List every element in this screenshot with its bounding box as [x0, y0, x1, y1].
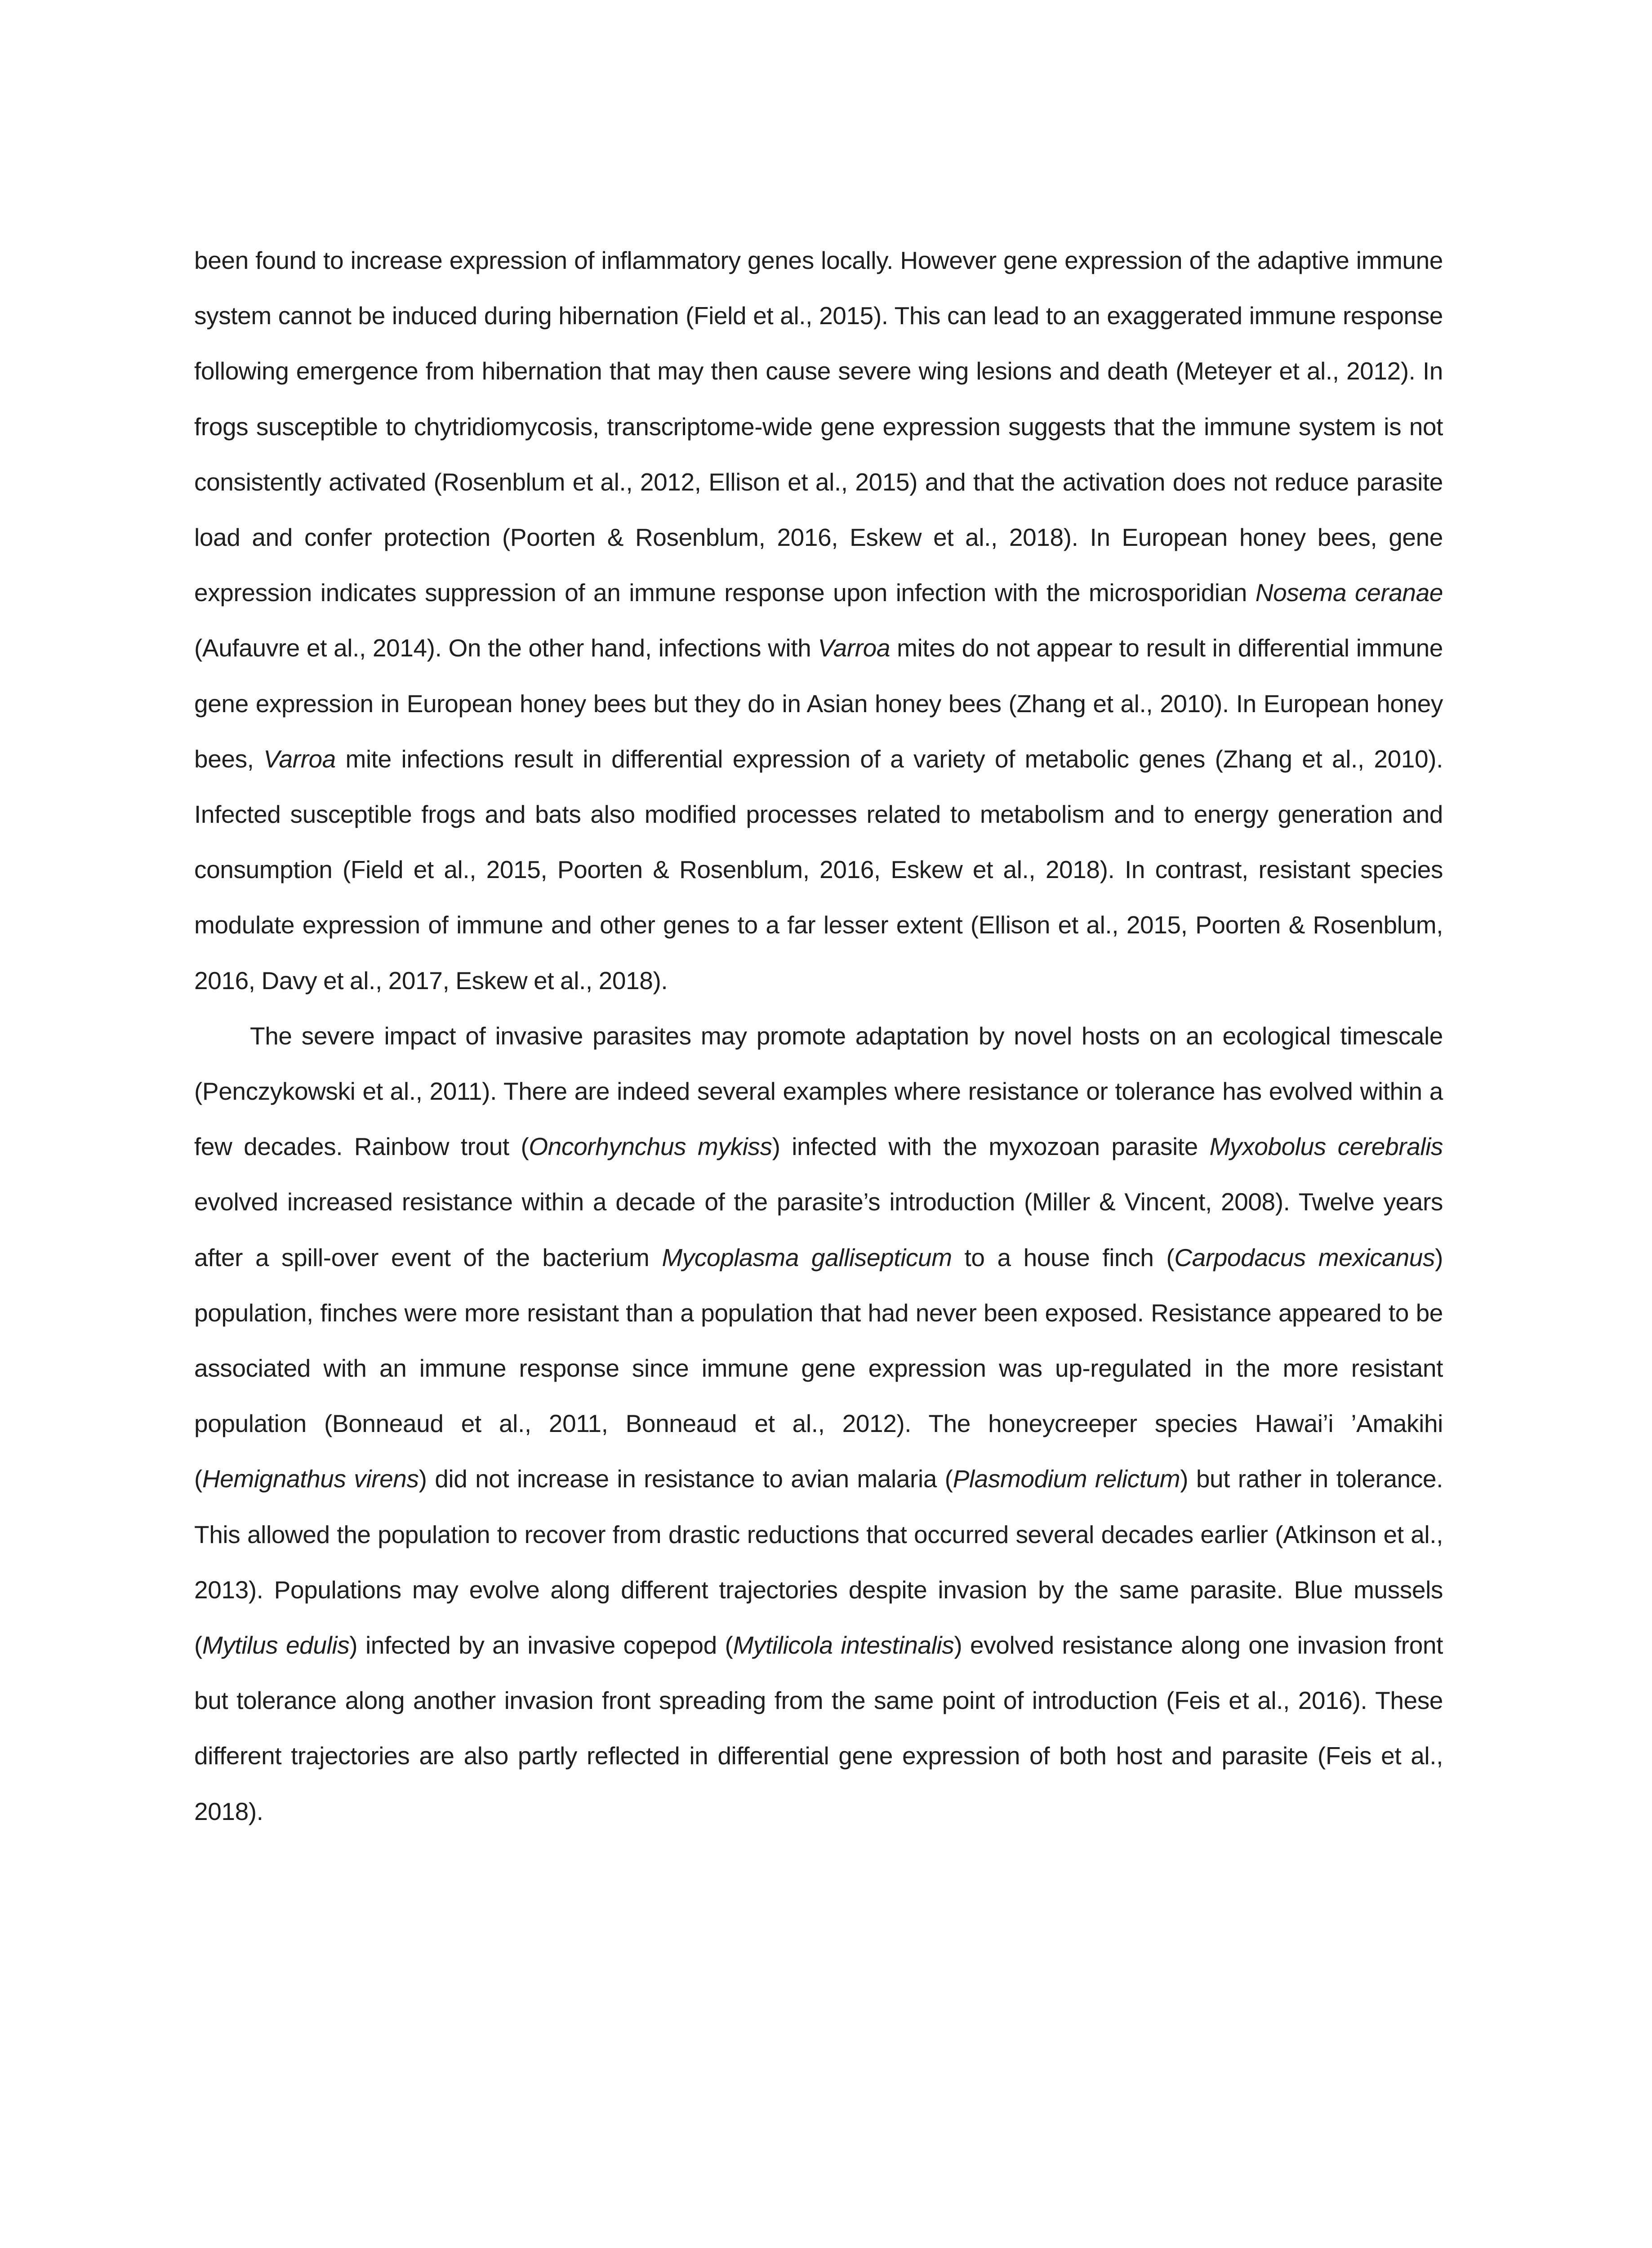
- text-run: mites do not appear to result in differential immune gene expression in European honey bees but they do in Asian honey bees (Zhang et al., 2010). In European honey bees,: [194, 634, 1443, 773]
- text-run: The severe impact of invasive parasites may promote adaptation by novel hosts on an ecological timescale (Penczykowski et al., 2011). There are indeed several examples where resistance or tolerance has evolved within a few decades. Rainbow trout (: [194, 1021, 1443, 1161]
- text-run: ) population, finches were more resistant than a population that had never been exposed. Resistance appeared to be associated with an immune response since immune gene expression was up-regulated in the more resistant population (Bonneaud et al., 2011, Bonneaud et al., 2012). The honeycreeper species Hawai’i ’Amakihi (: [194, 1243, 1443, 1493]
- species-name: Myxobolus cerebralis: [1209, 1133, 1443, 1161]
- text-run: ) but rather in tolerance. This allowed the population to recover from drastic reductions that occurred several decades earlier (Atkinson et al., 2013). Populations may evolve along different trajectories despite invasion by the same parasite. Blue mussels (: [194, 1465, 1443, 1659]
- species-name: Mytilicola intestinalis: [733, 1631, 954, 1659]
- species-name: Mycoplasma gallisepticum: [662, 1243, 952, 1271]
- text-run: been found to increase expression of inflammatory genes locally. However gene expression of the adaptive immune system cannot be induced during hibernation (Field et al., 2015). This can lead to an exaggerated immune response following emergence from hibernation that may then cause severe wing lesions and death (Meteyer et al., 2012). In frogs susceptible to chytridiomycosis, transcriptome-wide gene expression suggests that the immune system is not consistently activated (Rosenblum et al., 2012, Ellison et al., 2015) and that the activation does not reduce parasite load and confer protection (Poorten & Rosenblum, 2016, Eskew et al., 2018). In European honey bees, gene expression indicates suppression of an immune response upon infection with the microsporidian: [194, 246, 1443, 607]
- text-run: (Aufauvre et al., 2014). On the other hand, infections with: [194, 634, 818, 662]
- text-run: ) did not increase in resistance to avian malaria (: [419, 1465, 953, 1493]
- species-name: Nosema ceranae: [1255, 579, 1443, 607]
- species-name: Mytilus edulis: [202, 1631, 350, 1659]
- paragraph-1: [194, 233, 1443, 1008]
- text-run: mite infections result in differential expression of a variety of metabolic genes (Zhang et al., 2010). Infected susceptible frogs and bats also modified processes related to metabolism and to energy generation and consumption (Field et al., 2015, Poorten & Rosenblum, 2016, Eskew et al., 2018). In contrast, resistant species modulate expression of immune and other genes to a far lesser extent (Ellison et al., 2015, Poorten & Rosenblum, 2016, Davy et al., 2017, Eskew et al., 2018).: [194, 745, 1443, 995]
- species-name: Carpodacus mexicanus: [1174, 1243, 1435, 1271]
- species-name: Plasmodium relictum: [953, 1465, 1180, 1493]
- text-run: evolved increased resistance within a decade of the parasite’s introduction (Miller & Vincent, 2008). Twelve years after a spill-over event of the bacterium: [194, 1188, 1443, 1271]
- species-name: Hemignathus virens: [202, 1465, 419, 1493]
- species-name: Oncorhynchus mykiss: [529, 1133, 772, 1161]
- text-run: ) infected by an invasive copepod (: [349, 1631, 733, 1659]
- species-name: Varroa: [263, 745, 336, 773]
- paragraph-2: [194, 1008, 1443, 1839]
- body-text: [194, 233, 1443, 1839]
- text-run: ) evolved resistance along one invasion front but tolerance along another invasion front spreading from the same point of introduction (Feis et al., 2016). These different trajectories are also partly reflected in differential gene expression of both host and parasite (Feis et al., 2018).: [194, 1631, 1443, 1825]
- text-run: to a house finch (: [952, 1243, 1175, 1271]
- text-run: ) infected with the myxozoan parasite: [772, 1133, 1210, 1161]
- species-name: Varroa: [818, 634, 891, 662]
